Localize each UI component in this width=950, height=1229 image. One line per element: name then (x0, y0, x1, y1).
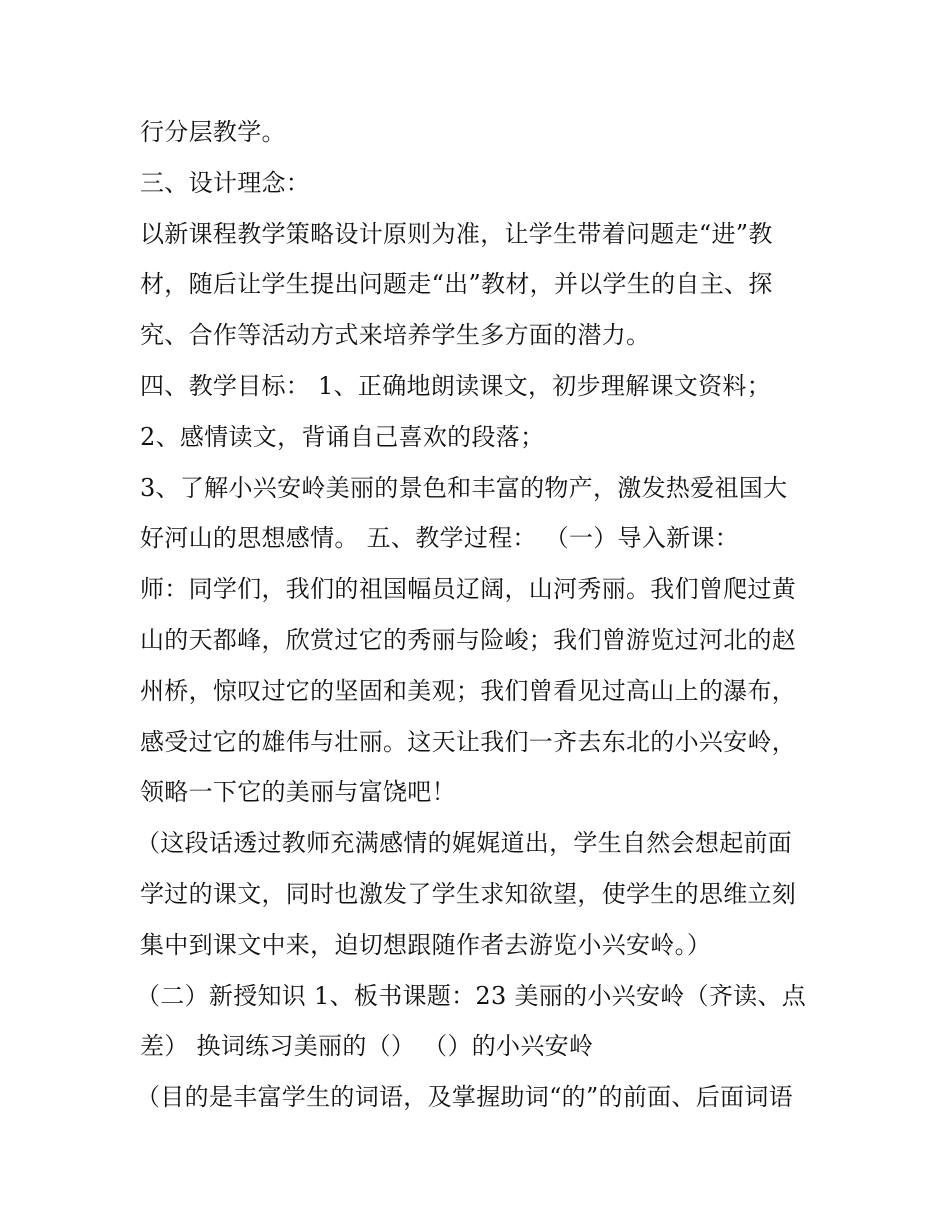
text-line: 以新课程教学策略设计原则为准，让学生带着问题走“进”教 (140, 219, 773, 248)
text-line: 集中到课文中来，迫切想跟随作者去游览小兴安岭。） (140, 930, 712, 959)
text-line: 州桥，惊叹过它的坚固和美观；我们曾看见过高山上的瀑布， (140, 676, 797, 705)
text-line: （二）新授知识 1、板书课题：23 美丽的小兴安岭（齐读、点 (136, 981, 807, 1010)
text-line: 3、了解小兴安岭美丽的景色和丰富的物产，激发热爱祖国大 (140, 473, 788, 502)
text-line: 山的天都峰，欣赏过它的秀丽与险峻；我们曾游览过河北的赵 (140, 625, 797, 654)
document-body (136, 107, 820, 1123)
text-line: （目的是丰富学生的词语，及掌握助词“的”的前面、后面词语 (136, 1083, 793, 1112)
text-line: 究、合作等活动方式来培养学生多方面的潜力。 (140, 321, 651, 350)
text-line: 领略一下它的美丽与富饶吧！ (140, 778, 456, 807)
text-line: 材，随后让学生提出问题走“出”教材，并以学生的自主、探 (140, 270, 773, 299)
text-line: （这段话透过教师充满感情的娓娓道出，学生自然会想起前面 (136, 829, 793, 858)
text-line: 师：同学们，我们的祖国幅员辽阔，山河秀丽。我们曾爬过黄 (140, 575, 797, 604)
section-heading-teaching-goals: 四、教学目标： 1、正确地朗读课文，初步理解课文资料； (140, 371, 771, 400)
section-heading-design-concept: 三、设计理念： (140, 168, 311, 197)
text-line: 好河山的思想感情。 五、教学过程： （一）导入新课： (140, 524, 740, 553)
text-line: 差） 换词练习美丽的（） （）的小兴安岭 (140, 1032, 594, 1061)
text-line: 学过的课文，同时也激发了学生求知欲望，使学生的思维立刻 (140, 879, 797, 908)
text-line: 行分层教学。 (140, 118, 286, 146)
text-line: 2、感情读文，背诵自己喜欢的段落； (140, 422, 545, 451)
text-line: 感受过它的雄伟与壮丽。这天让我们一齐去东北的小兴安岭， (140, 727, 797, 756)
